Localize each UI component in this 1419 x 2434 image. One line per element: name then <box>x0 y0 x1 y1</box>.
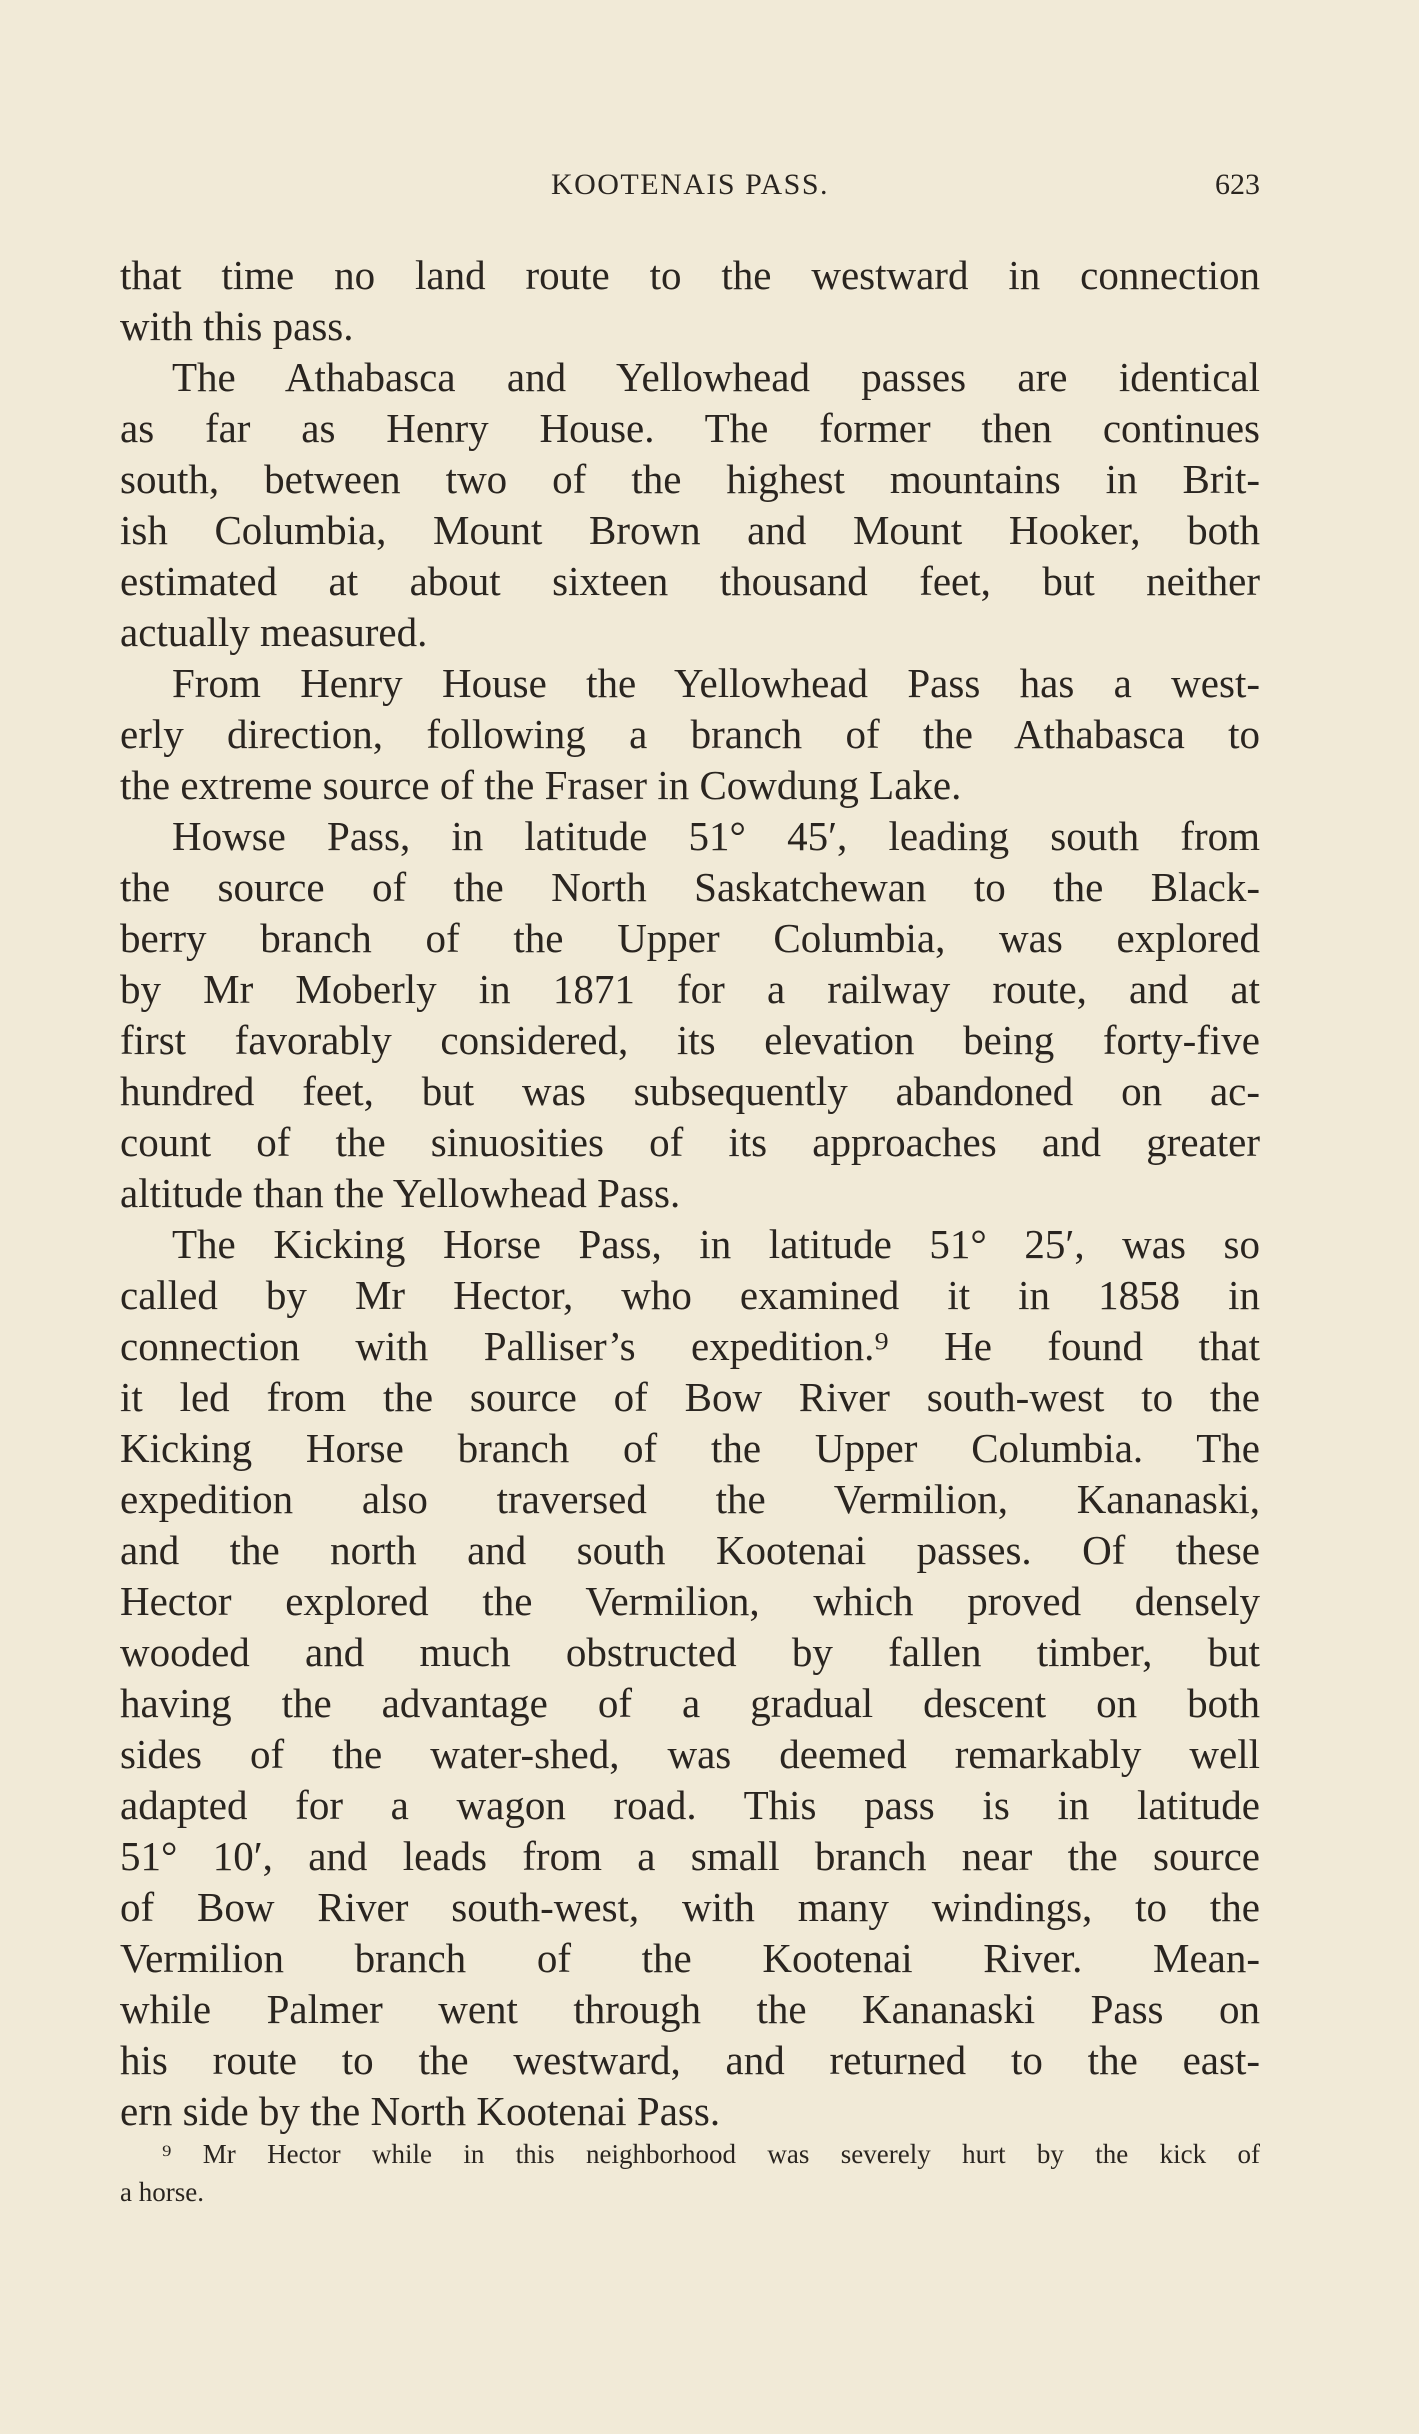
text-line: that time no land route to the westward in connection <box>120 252 1260 298</box>
text-line: ish Columbia, Mount Brown and Mount Hooker, both <box>120 507 1260 553</box>
text-line: altitude than the Yellowhead Pass. <box>120 1170 681 1216</box>
text-line: 51° 10′, and leads from a small branch near the source <box>120 1833 1260 1879</box>
text-line: From Henry House the Yellowhead Pass has a west- <box>172 660 1260 706</box>
text-line: with this pass. <box>120 303 354 349</box>
text-line: erly direction, following a branch of the Athabasca to <box>120 711 1260 757</box>
text-line: hundred feet, but was subsequently abandoned on ac- <box>120 1068 1260 1114</box>
text-line: as far as Henry House. The former then continues <box>120 405 1260 451</box>
text-line: ern side by the North Kootenai Pass. <box>120 2088 721 2134</box>
text-line: it led from the source of Bow River south-west to the <box>120 1374 1260 1420</box>
text-line: first favorably considered, its elevation being forty-five <box>120 1017 1260 1063</box>
text-line: south, between two of the highest mountains in Brit- <box>120 456 1260 502</box>
text-line: Vermilion branch of the Kootenai River. Mean- <box>120 1935 1260 1981</box>
text-line: while Palmer went through the Kananaski Pass on <box>120 1986 1260 2032</box>
page-header <box>120 168 1260 218</box>
text-line: berry branch of the Upper Columbia, was explored <box>120 915 1260 961</box>
text-line: actually measured. <box>120 609 428 655</box>
text-line: the extreme source of the Fraser in Cowdung Lake. <box>120 762 962 808</box>
footnote-line: a horse. <box>120 2177 204 2207</box>
text-line: his route to the westward, and returned to the east- <box>120 2037 1260 2083</box>
text-line: estimated at about sixteen thousand feet, but neither <box>120 558 1260 604</box>
text-line: The Athabasca and Yellowhead passes are identical <box>172 354 1260 400</box>
text-line: Howse Pass, in latitude 51° 45′, leading south from <box>172 813 1260 859</box>
text-line: of Bow River south-west, with many windings, to the <box>120 1884 1260 1930</box>
body-text <box>120 250 1260 2137</box>
text-line: by Mr Moberly in 1871 for a railway route, and at <box>120 966 1260 1012</box>
text-line: the source of the North Saskatchewan to the Black- <box>120 864 1260 910</box>
page-number: 623 <box>1215 168 1260 201</box>
text-line: called by Mr Hector, who examined it in 1858 in <box>120 1272 1260 1318</box>
text-line: and the north and south Kootenai passes. Of these <box>120 1527 1260 1573</box>
text-line: The Kicking Horse Pass, in latitude 51° 25′, was so <box>172 1221 1260 1267</box>
text-line: adapted for a wagon road. This pass is in latitude <box>120 1782 1260 1828</box>
footnote <box>120 2135 1260 2211</box>
text-line: Kicking Horse branch of the Upper Columbia. The <box>120 1425 1260 1471</box>
text-line: sides of the water-shed, was deemed remarkably well <box>120 1731 1260 1777</box>
text-line: wooded and much obstructed by fallen timber, but <box>120 1629 1260 1675</box>
text-line: expedition also traversed the Vermilion, Kananaski, <box>120 1476 1260 1522</box>
text-line: connection with Palliser’s expedition.⁹ He found that <box>120 1323 1260 1369</box>
text-line: Hector explored the Vermilion, which proved densely <box>120 1578 1260 1624</box>
running-head: KOOTENAIS PASS. <box>550 168 830 201</box>
text-line: having the advantage of a gradual descent on both <box>120 1680 1260 1726</box>
text-line: count of the sinuosities of its approaches and greater <box>120 1119 1260 1165</box>
footnote-line: ⁹ Mr Hector while in this neighborhood was severely hurt by the kick of <box>162 2139 1260 2169</box>
